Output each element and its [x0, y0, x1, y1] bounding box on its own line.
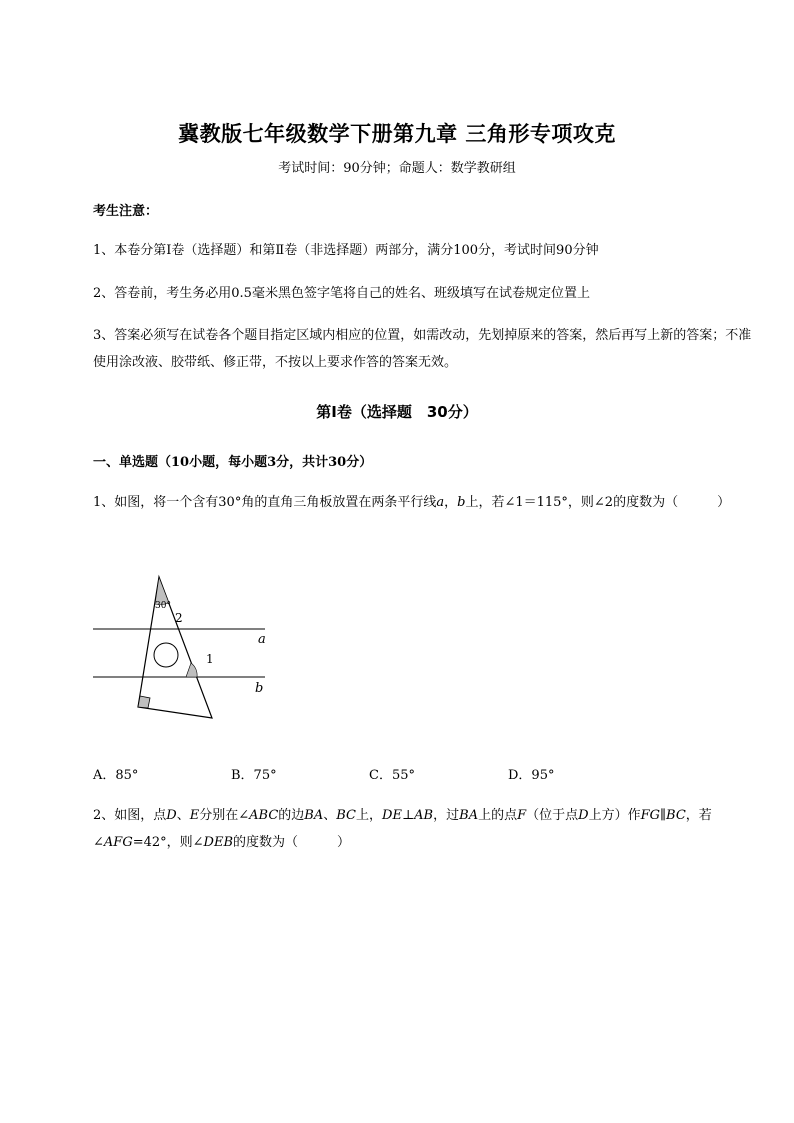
q2-text: ，若∠: [93, 808, 712, 850]
notes-heading: 考生注意：: [93, 204, 159, 219]
label-angle-2: 2: [175, 611, 183, 625]
question-2: [93, 802, 743, 856]
q1-text-a: 1、如图，将一个含有30°角的直角三角板放置在两条平行线: [93, 495, 437, 510]
note-item-3: 3、答案必须写在试卷各个题目指定区域内相应的位置，如需改动，先划掉原来的答案，然后再写上新的答案；不准使用涂改液、胶带纸、修正带，不按以上要求作答的答案无效。: [93, 328, 752, 370]
label-angle-1: 1: [206, 652, 214, 666]
exam-info: 考试时间：90分钟；命题人：数学教研组: [278, 161, 516, 176]
q1-option-d[interactable]: D．95°: [508, 768, 555, 783]
right-angle-marker: [138, 696, 150, 708]
q1-option-b[interactable]: B．75°: [231, 768, 277, 783]
triangle-parallel-lines-figure: [88, 570, 288, 725]
q2-text: 的边: [278, 808, 305, 823]
q1-var-b: b: [457, 495, 466, 510]
q2-var: D: [578, 808, 589, 823]
q2-text: 、: [176, 808, 190, 823]
q2-text: 、: [323, 808, 337, 823]
q2-text: 上，: [356, 808, 383, 823]
q2-var: DE⊥AB: [382, 808, 434, 823]
triangle-hole: [154, 643, 178, 667]
q2-text: ，过: [433, 808, 460, 823]
label-line-a: a: [258, 632, 266, 647]
q2-var: F: [517, 808, 527, 823]
q2-text: 的度数为（ ）: [233, 835, 351, 850]
page-title: 冀教版七年级数学下册第九章 三角形专项攻克: [178, 122, 616, 146]
question-1: [93, 489, 743, 516]
q2-var: E: [189, 808, 200, 823]
q2-var: BA: [304, 808, 324, 823]
q1-sep: ，: [444, 495, 458, 510]
q2-text: 分别在∠: [199, 808, 250, 823]
section-title: 第I卷（选择题 30分）: [316, 403, 478, 421]
q2-var: DEB: [203, 835, 233, 850]
note-item-2: 2、答卷前，考生务必用0.5毫米黑色签字笔将自己的姓名、班级填写在试卷规定位置上: [93, 286, 590, 301]
q2-var: ABC: [249, 808, 279, 823]
q2-var: BA: [459, 808, 479, 823]
q1-var-a: a: [436, 495, 445, 510]
part-heading: 一、单选题（10小题，每小题3分，共计30分）: [93, 455, 373, 470]
q2-text: 2、如图，点: [93, 808, 167, 823]
angle-1-marker: [186, 663, 197, 677]
label-line-b: b: [255, 681, 264, 696]
q1-text-b: 上，若∠1＝115°，则∠2的度数为（ ）: [465, 495, 731, 510]
q2-text: （位于点: [526, 808, 579, 823]
q2-var: AFG: [103, 835, 133, 850]
q2-var: D: [166, 808, 177, 823]
q1-option-a[interactable]: A．85°: [93, 768, 139, 783]
label-30: 30°: [155, 601, 171, 611]
q1-option-c[interactable]: C．55°: [369, 768, 415, 783]
q2-var: FG∥BC: [640, 808, 686, 823]
q2-var: BC: [336, 808, 357, 823]
note-item-1: 1、本卷分第I卷（选择题）和第Ⅱ卷（非选择题）两部分，满分100分，考试时间90分钟: [93, 243, 599, 258]
q2-text: =42°，则∠: [132, 835, 204, 850]
q2-text: 上的点: [478, 808, 518, 823]
q2-text: 上方）作: [588, 808, 641, 823]
